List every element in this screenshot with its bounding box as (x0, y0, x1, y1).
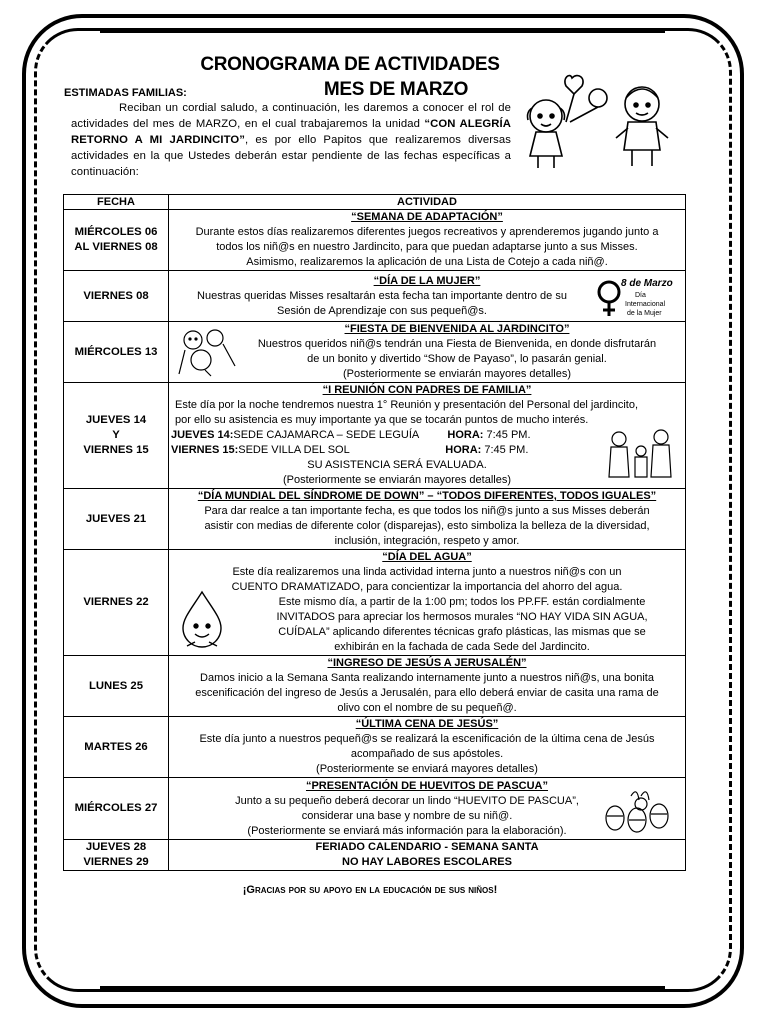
date-cell: VIERNES 08 (64, 271, 169, 322)
activity-heading: “DÍA MUNDIAL DEL SÍNDROME DE DOWN” – “TODOS DIFERENTES, TODOS IGUALES” (197, 490, 657, 502)
activity-cell (169, 383, 686, 489)
activity-line: Asimismo, realizaremos la aplicación de una Lista de Cotejo a cada niñ@. (246, 256, 608, 268)
time-value: 7:45 PM. (481, 444, 529, 456)
date-cell: VIERNES 22 (64, 550, 169, 656)
table-row (64, 550, 686, 656)
family-icon (603, 427, 675, 479)
thanks-message: ¡Gracias por su apoyo en la educación de sus niños! (242, 884, 498, 896)
activity-cell (169, 656, 686, 717)
activity-line: Este día realizaremos una linda actividad interna junto a nuestros niñ@s con un (232, 566, 622, 578)
document-subtitle: MES DE MARZO (323, 79, 469, 100)
evaluation-note: SU ASISTENCIA SERÁ EVALUADA. (307, 459, 487, 471)
time-label: HORA: (445, 444, 482, 456)
date-cell: MIÉRCOLES 13 (64, 322, 169, 383)
day-label: VIERNES 15: (171, 444, 239, 456)
activity-line: Sesión de Aprendizaje con sus pequeñ@s. (277, 304, 487, 317)
date-cell (64, 210, 169, 271)
activity-line: Junto a su pequeño deberá decorar un lindo “HUEVITO DE PASCUA”, (235, 794, 579, 807)
activity-heading: “FIESTA DE BIENVENIDA AL JARDINCITO” (344, 323, 570, 335)
badge-date: 8 de Marzo (621, 278, 673, 289)
activity-line: Para dar realce a tan importante fecha, es que todos los niñ@s junto a sus Misses deberán (204, 505, 650, 517)
activity-line: (Posteriormente se enviará más información para la elaboración). (247, 824, 567, 837)
activity-cell (169, 489, 686, 550)
activity-line: (Posteriormente se enviarán mayores detalles) (342, 368, 572, 380)
water-drop-icon (177, 590, 227, 650)
badge-line: Internacional (625, 301, 666, 308)
activity-heading: “DÍA DE LA MUJER” (373, 274, 481, 287)
column-header-actividad: ACTIVIDAD (169, 195, 686, 210)
activity-cell (169, 550, 686, 656)
border-bar-top (100, 28, 665, 33)
activity-line: exhibirán en la fachada de cada Sede del Jardincito. (334, 641, 590, 653)
activity-line: Damos inicio a la Semana Santa realizando internamente junto a nuestros niñ@s, una bonita (200, 672, 654, 684)
document-title: CRONOGRAMA DE ACTIVIDADES (200, 54, 500, 75)
activity-line: todos los niñ@s en nuestro Jardincito, para que puedan adaptarse junto a sus Misses. (216, 241, 638, 253)
date-cell: JUEVES 21 (64, 489, 169, 550)
activities-table (63, 194, 686, 871)
activity-line: INVITADOS para apreciar los hermosos murales “NO HAY VIDA SIN AGUA, (276, 611, 648, 623)
date-line: VIERNES 15 (83, 444, 149, 456)
holiday-line: NO HAY LABORES ESCOLARES (342, 856, 512, 868)
activity-line: considerar una base y nombre de su niñ@. (301, 809, 513, 822)
table-row (64, 840, 686, 871)
table-row (64, 271, 686, 322)
easter-eggs-icon (601, 788, 681, 834)
activity-cell (169, 210, 686, 271)
table-header-row (64, 195, 686, 210)
activity-line: por ello su asistencia es muy importante ya que se tocarán puntos de mucho interés. (175, 414, 589, 426)
activity-line: olivo con el nombre de su pequeñ@. (337, 702, 517, 714)
table-row (64, 656, 686, 717)
activity-line: Este día por la noche tendremos nuestra 1° Reunión y presentación del Personal del jardincito, (175, 399, 639, 411)
activity-heading: “SEMANA DE ADAPTACIÓN” (351, 211, 503, 223)
activity-heading: “ÚLTIMA CENA DE JESÚS” (355, 718, 499, 730)
womens-day-badge (595, 276, 681, 318)
activity-line: acompañado de sus apóstoles. (350, 748, 504, 760)
activity-line: Durante estos días realizaremos diferentes juegos recreativos y aprenderemos jugando junto a (195, 226, 659, 238)
activity-line: (Posteriormente se enviarán mayores detalles) (282, 474, 512, 486)
sede-text: SEDE CAJAMARCA – SEDE LEGUÍA (233, 429, 420, 441)
date-line: MIÉRCOLES 06 (74, 226, 158, 238)
activity-heading: “PRESENTACIÓN DE HUEVITOS DE PASCUA” (305, 779, 549, 792)
activity-line: Nuestros queridos niñ@s tendrán una Fiesta de Bienvenida, en donde disfrutarán (257, 338, 657, 350)
time-label: HORA: (447, 429, 484, 441)
children-illustration (524, 72, 694, 170)
activity-cell (169, 322, 686, 383)
activity-cell (169, 778, 686, 840)
activity-line: CUENTO DRAMATIZADO, para concientizar la importancia del ahorro del agua. (231, 581, 623, 593)
intro-paragraph (71, 100, 511, 180)
table-row (64, 489, 686, 550)
date-cell (64, 383, 169, 489)
activity-line: de un bonito y divertido “Show de Payaso”, lo pasarán genial. (307, 353, 607, 365)
activity-line: escenificación del ingreso de Jesús a Jerusalén, para ello deberá enviar de casita una rama de (195, 687, 659, 699)
date-line: JUEVES 14 (85, 414, 147, 426)
date-cell: MARTES 26 (64, 717, 169, 778)
date-cell (64, 840, 169, 871)
table-row (64, 778, 686, 840)
activity-heading: “DÍA DEL AGUA” (382, 551, 472, 563)
column-header-fecha: FECHA (64, 195, 169, 210)
date-line: Y (112, 429, 120, 441)
table-row (64, 210, 686, 271)
activity-heading: “I REUNIÓN CON PADRES DE FAMILIA” (322, 384, 532, 396)
activity-line: Este mismo día, a partir de la 1:00 pm; todos los PP.FF. están cordialmente (278, 596, 646, 608)
activity-cell (169, 271, 686, 322)
activity-line: asistir con medias de diferente color (disparejas), esto simboliza la belleza de la diversidad, (204, 520, 650, 532)
date-line: AL VIERNES 08 (74, 241, 158, 253)
date-cell: LUNES 25 (64, 656, 169, 717)
badge-line: de la Mujer (627, 310, 662, 317)
clown-party-icon (175, 326, 245, 378)
table-row (64, 322, 686, 383)
activity-line: inclusión, integración, respeto y amor. (334, 535, 520, 547)
sede-text: SEDE VILLA DEL SOL (238, 444, 350, 456)
badge-line: Día (635, 292, 646, 299)
date-line: VIERNES 29 (83, 856, 149, 868)
activity-line: Este día junto a nuestros pequeñ@s se realizará la escenificación de la última cena de Jesús (199, 733, 655, 745)
activity-line: (Posteriormente se enviará mayores detalles) (316, 763, 538, 775)
time-value: 7:45 PM. (483, 429, 531, 441)
date-cell: MIÉRCOLES 27 (64, 778, 169, 840)
intro-text-1: Reciban un cordial saludo, a continuación, les daremos a conocer el rol de actividades del mes de MARZO, en el cual trabajaremos la unidad (71, 102, 511, 130)
unit-name: “CON ALEGRÍA RETORNO A MI JARDINCITO” (71, 118, 511, 146)
intro-text-2: , es por ello Papitos que realizaremos diversas actividades en la que Ustedes deberán estar pendiente de las fechas específicas a continuación: (71, 134, 511, 178)
activity-line: Nuestras queridas Misses resaltarán esta fecha tan importante dentro de su (197, 289, 567, 302)
day-label: JUEVES 14: (171, 429, 234, 441)
activity-cell (169, 840, 686, 871)
activity-line: CUÍDALA” aplicando diferentes técnicas grafo plásticas, las mismas que se (278, 626, 646, 638)
greeting: ESTIMADAS FAMILIAS: (64, 87, 187, 99)
border-bar-bottom (100, 986, 665, 991)
table-row (64, 383, 686, 489)
activity-cell (169, 717, 686, 778)
table-row (64, 717, 686, 778)
holiday-line: FERIADO CALENDARIO - SEMANA SANTA (315, 841, 539, 853)
date-line: JUEVES 28 (85, 841, 147, 853)
activity-heading: “INGRESO DE JESÚS A JERUSALÉN” (327, 657, 527, 669)
